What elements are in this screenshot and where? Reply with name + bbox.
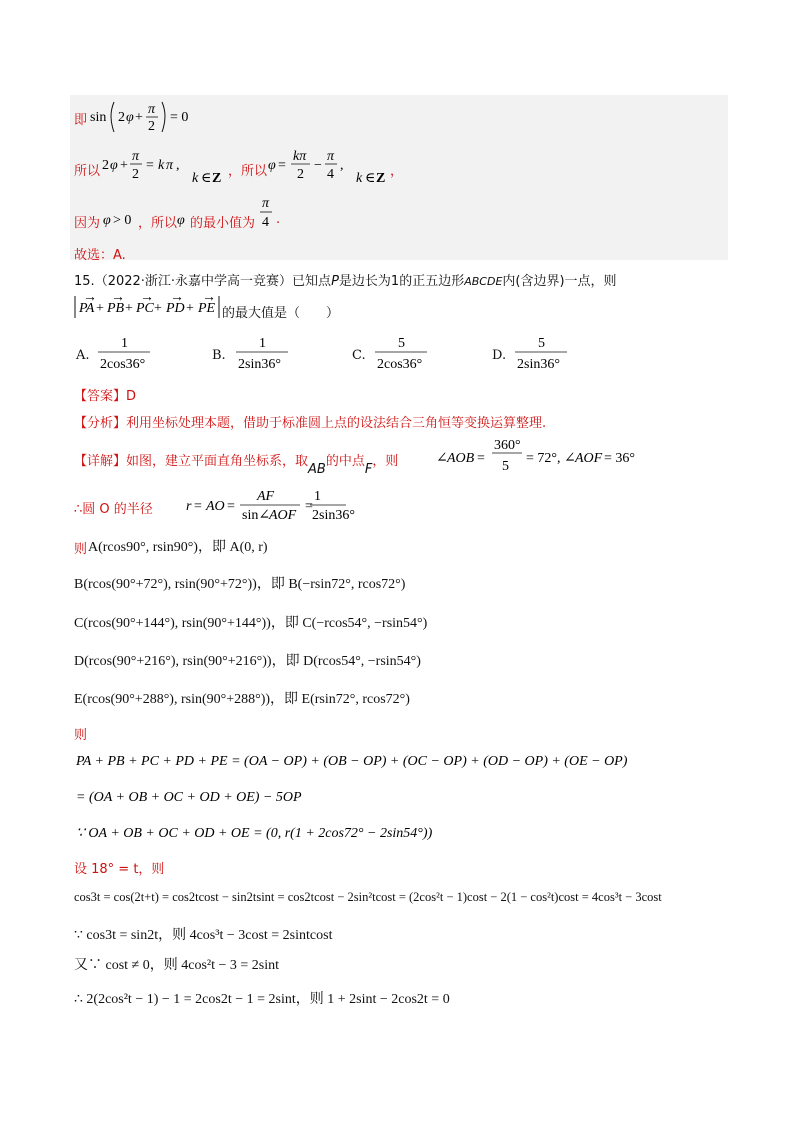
svg-text:k: k	[356, 171, 363, 186]
svg-text:1: 1	[314, 489, 321, 504]
svg-text:AOF: AOF	[269, 508, 297, 523]
math-phi-gt-zero	[103, 213, 131, 228]
svg-text:kπ: kπ	[293, 149, 307, 164]
svg-text:φ: φ	[126, 110, 134, 125]
stem-text: 是边长为	[338, 274, 391, 289]
option-a-label: A.	[76, 348, 90, 363]
svg-text:PA + PB + PC + PD + PE = (OA −: PA + PB + PC + PD + PE = (OA − OP) + (OB − OP) + (OC − OP) + (OD − OP) + (OE − OP)	[76, 754, 628, 769]
svg-text:sin∠: sin∠	[242, 508, 271, 523]
problem-15-stem	[74, 270, 617, 289]
svg-text:= (OA + OB + OC + OD + OE) − 5: = (OA + OB + OC + OD + OE) − 5OP	[76, 790, 302, 805]
svg-text:AOF: AOF	[575, 451, 603, 466]
svg-text:→: →	[83, 290, 97, 305]
svg-text:2sin36°: 2sin36°	[312, 508, 355, 523]
svg-text:PD: PD	[166, 301, 185, 316]
stem-text: 已知点	[292, 274, 332, 289]
svg-text:→: →	[202, 290, 216, 305]
svg-text:=: =	[227, 499, 235, 514]
svg-text:+: +	[186, 301, 194, 316]
svg-text:360°: 360°	[494, 438, 521, 453]
detail-tag: 【详解】	[74, 454, 127, 469]
svg-text:2: 2	[297, 167, 304, 182]
svg-text:φ: φ	[110, 158, 118, 173]
text-ze-2: 则	[74, 728, 88, 743]
svg-text:π: π	[327, 149, 335, 164]
svg-text:PB: PB	[107, 301, 125, 316]
svg-text:2sin36°: 2sin36°	[517, 357, 560, 372]
svg-text:r: r	[186, 499, 192, 514]
pt-f: F	[364, 462, 373, 477]
svg-text:→: →	[170, 290, 184, 305]
answer-tag: 【答案】	[74, 389, 127, 404]
text-guxuan: 故选：A.	[74, 248, 126, 263]
stem-text: 的正五边形	[399, 274, 465, 289]
svg-text:,: ,	[176, 158, 180, 173]
analysis-text: 利用坐标处理本题，借助于标准圆上点的设法结合三角恒等变换运算整理.	[126, 416, 547, 431]
math-angles	[436, 438, 635, 474]
svg-text:→: →	[111, 290, 125, 305]
svg-text:sin: sin	[90, 110, 107, 125]
svg-text:π: π	[262, 196, 270, 211]
svg-text:π: π	[166, 158, 174, 173]
stem-text: 内(含边界)一点，则	[502, 274, 617, 289]
math-phi-eq	[268, 149, 385, 186]
svg-text:π: π	[132, 149, 140, 164]
svg-text:= 36°: = 36°	[604, 451, 635, 466]
svg-text:2: 2	[118, 110, 125, 125]
coord-a: A(rcos90°, rsin90°)，即 A(0, r)	[88, 540, 268, 555]
coord-c: C(rcos(90°+144°), rsin(90°+144°))，即 C(−rcos54°, −rsin54°)	[74, 616, 428, 631]
problem-number: 15.	[74, 274, 95, 289]
svg-text:π: π	[148, 102, 156, 117]
svg-text:=: =	[278, 158, 286, 173]
svg-text:,: ,	[340, 158, 344, 173]
seg-ab: AB	[308, 462, 326, 477]
svg-text:=: =	[194, 499, 202, 514]
svg-text:+: +	[154, 301, 162, 316]
text-suoyi-2: ，所以	[228, 164, 268, 179]
svg-text:AO: AO	[206, 499, 225, 514]
text-suoyi-3: ，所以	[138, 216, 178, 231]
text-ji: 即	[74, 113, 88, 128]
math-vector-sum1	[75, 754, 628, 769]
svg-text:5: 5	[538, 336, 545, 351]
svg-text:> 0: > 0	[113, 213, 132, 228]
svg-text:2: 2	[102, 158, 109, 173]
svg-text:= 0: = 0	[170, 110, 189, 125]
svg-text:∵ OA + OB + OC + OD + OE = (0,: ∵ OA + OB + OC + OD + OE = (0, r(1 + 2cos72° − 2sin54°))	[76, 826, 433, 841]
math-therefore: ∴ 2(2cos²t − 1) − 1 = 2cos2t − 1 = 2sint，则 1 + 2sint − 2cos2t = 0	[74, 992, 450, 1007]
svg-text:2: 2	[132, 167, 139, 182]
text-min-value: 的最小值为	[190, 216, 256, 231]
svg-text:∠: ∠	[436, 451, 448, 466]
problem-source: （2022·浙江·永嘉中学高一竞赛）	[94, 274, 293, 289]
svg-text:=: =	[305, 499, 313, 514]
text-comma: ，	[390, 164, 404, 179]
coord-d: D(rcos(90°+216°), rsin(90°+216°))，即 D(rcos54°, −rsin54°)	[74, 654, 421, 669]
svg-text:AOB: AOB	[447, 451, 475, 466]
svg-text:−: −	[314, 158, 322, 173]
math-pi-over-4	[260, 196, 272, 230]
option-a-value	[98, 336, 150, 372]
detail-text: ，则	[372, 454, 399, 469]
answer-line	[74, 385, 136, 404]
svg-text:PA: PA	[79, 301, 95, 316]
svg-text:+: +	[120, 158, 128, 173]
svg-text:φ: φ	[103, 213, 111, 228]
radius-prefix: ∴圆 O 的半径	[74, 502, 153, 517]
svg-text:5: 5	[502, 459, 509, 474]
svg-text:Z: Z	[212, 171, 222, 186]
option-d-label: D.	[492, 348, 507, 363]
math-also: 又∵ cost ≠ 0，则 4cos²t − 3 = 2sint	[74, 958, 280, 973]
svg-text:φ: φ	[268, 158, 276, 173]
svg-text:4: 4	[327, 167, 334, 182]
svg-text:4: 4	[262, 215, 269, 230]
svg-text:→: →	[140, 290, 154, 305]
svg-text:2cos36°: 2cos36°	[377, 357, 423, 372]
svg-text:k: k	[192, 171, 199, 186]
math-because: ∵ cos3t = sin2t，则 4cos³t − 3cost = 2sintcost	[74, 928, 333, 943]
analysis-line	[74, 412, 546, 431]
detail-text: 的中点	[325, 454, 365, 469]
answer-value: D	[126, 389, 137, 404]
math-2phi-eq-kpi	[102, 149, 221, 186]
text-yinwei: 因为	[74, 216, 101, 231]
svg-text:=: =	[477, 451, 485, 466]
svg-text:PE: PE	[198, 301, 216, 316]
text-ze-1: 则	[74, 542, 88, 557]
text-set-t: 设 18° = t，则	[74, 862, 165, 877]
analysis-tag: 【分析】	[74, 416, 127, 431]
math-vector-sum2	[76, 790, 302, 805]
polygon-name: ABCDE	[464, 275, 503, 288]
svg-text:PC: PC	[136, 301, 154, 316]
math-vector-sum3	[76, 826, 433, 841]
svg-text:=: =	[146, 158, 154, 173]
option-c-value	[375, 336, 427, 372]
coord-e: E(rcos(90°+288°), rsin(90°+288°))，即 E(rsin72°, rcos72°)	[74, 692, 410, 707]
svg-text:2sin36°: 2sin36°	[238, 357, 281, 372]
svg-text:∈: ∈	[365, 171, 376, 186]
option-d-value	[515, 336, 567, 372]
option-b-label: B.	[212, 348, 226, 363]
math-sin-eq-zero	[90, 102, 188, 134]
coord-b: B(rcos(90°+72°), rsin(90°+72°))，即 B(−rsin72°, rcos72°)	[74, 577, 406, 592]
side-length: 1	[390, 274, 400, 289]
svg-text:= 72°, ∠: = 72°, ∠	[526, 451, 576, 466]
svg-text:1: 1	[259, 336, 266, 351]
svg-text:2cos36°: 2cos36°	[100, 357, 146, 372]
svg-text:1: 1	[121, 336, 128, 351]
svg-text:Z: Z	[376, 171, 386, 186]
option-c-label: C.	[352, 348, 366, 363]
math-phi-var	[177, 213, 185, 228]
svg-text:+: +	[125, 301, 133, 316]
svg-text:5: 5	[398, 336, 405, 351]
svg-text:+: +	[96, 301, 104, 316]
svg-text:AF: AF	[257, 489, 275, 504]
svg-text:+: +	[135, 110, 143, 125]
svg-text:2: 2	[148, 119, 155, 134]
text-suoyi-1: 所以	[74, 164, 101, 179]
detail-line	[74, 450, 399, 477]
math-cos3t: cos3t = cos(2t+t) = cos2tcost − sin2tsint = cos2tcost − 2sin²tcost = (2cos²t − 1)cost − 2(1 − cos²t)cost = 4cos³t − 3cost	[74, 890, 662, 904]
var-p: P	[331, 274, 339, 289]
svg-text:∈: ∈	[201, 171, 212, 186]
problem-15-tail: 的最大值是（ ）	[222, 306, 340, 321]
math-vector-sum-abs	[75, 290, 219, 318]
text-period: .	[276, 212, 281, 227]
math-radius	[186, 489, 355, 523]
svg-text:k: k	[158, 158, 165, 173]
detail-text: 如图，建立平面直角坐标系，取	[126, 454, 309, 469]
option-b-value	[236, 336, 288, 372]
svg-text:φ: φ	[177, 213, 185, 228]
